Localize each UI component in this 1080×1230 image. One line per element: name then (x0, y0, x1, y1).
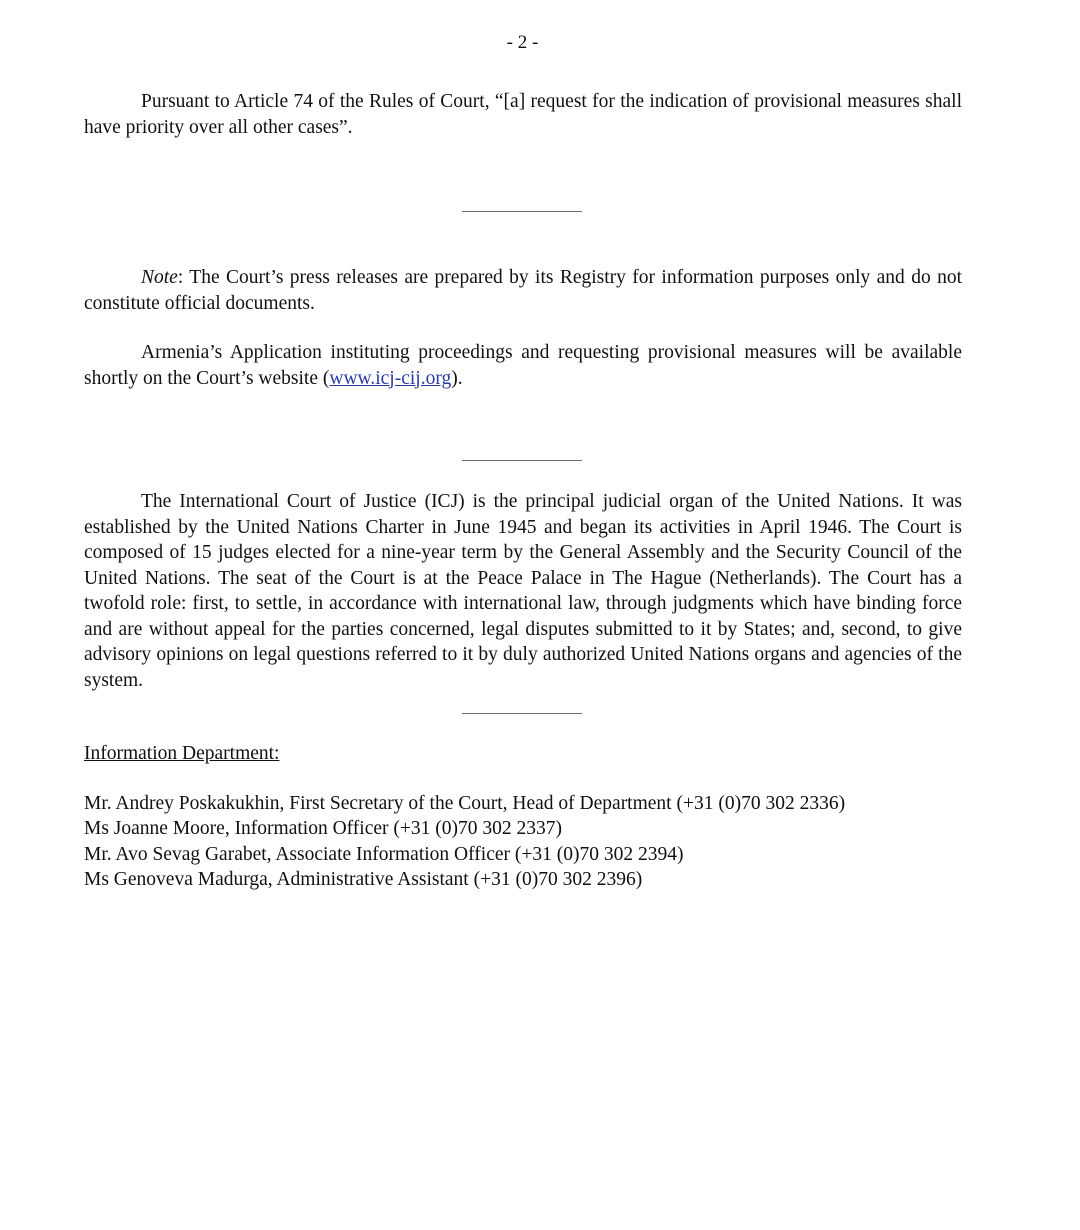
icj-about-paragraph: The International Court of Justice (ICJ) is the principal judicial organ of the United Nations. It was established by the United Nations Charter in June 1945 and began its activities in April 1946. The Court is composed of 15 judges elected for a nine-year term by the General Assembly and the Security Council of the United Nations. The seat of the Court is at the Peace Palace in The Hague (Netherlands). The Court has a twofold role: first, to settle, in accordance with international law, through judgments which have binding force and are without appeal for the parties concerned, legal disputes submitted to it by States; and, second, to give advisory opinions on legal questions referred to it by duly authorized United Nations organs and agencies of the system. (84, 491, 962, 691)
page-number: - 2 - (506, 32, 539, 53)
note-paragraph (84, 265, 962, 316)
section-separator (462, 460, 582, 461)
section-separator (462, 211, 582, 212)
contact-item: Ms Joanne Moore, Information Officer (+31 (0)70 302 2337) (84, 818, 562, 840)
information-department-heading: Information Department: (84, 743, 280, 764)
application-text: Armenia’s Application instituting proceedings and requesting provisional measures will be available shortly on the Court’s website ( (84, 342, 962, 389)
icj-website-link[interactable]: www.icj-cij.org (329, 367, 452, 389)
contact-list (84, 791, 845, 892)
section-separator (462, 713, 582, 714)
contact-item: Ms Genoveva Madurga, Administrative Assistant (+31 (0)70 302 2396) (84, 868, 643, 890)
contact-item: Mr. Andrey Poskakukhin, First Secretary of the Court, Head of Department (+31 (0)70 302 2336) (84, 793, 846, 814)
note-text: : The Court’s press releases are prepared by its Registry for information purposes only and do not constitute official documents. (84, 267, 962, 314)
application-text-end: ). (451, 367, 463, 389)
contact-item: Mr. Avo Sevag Garabet, Associate Information Officer (+31 (0)70 302 2394) (84, 843, 684, 865)
article-74-paragraph: Pursuant to Article 74 of the Rules of Court, “[a] request for the indication of provisional measures shall have priority over all other cases”. (84, 91, 962, 138)
application-paragraph (84, 340, 962, 391)
note-label: Note (141, 267, 178, 288)
